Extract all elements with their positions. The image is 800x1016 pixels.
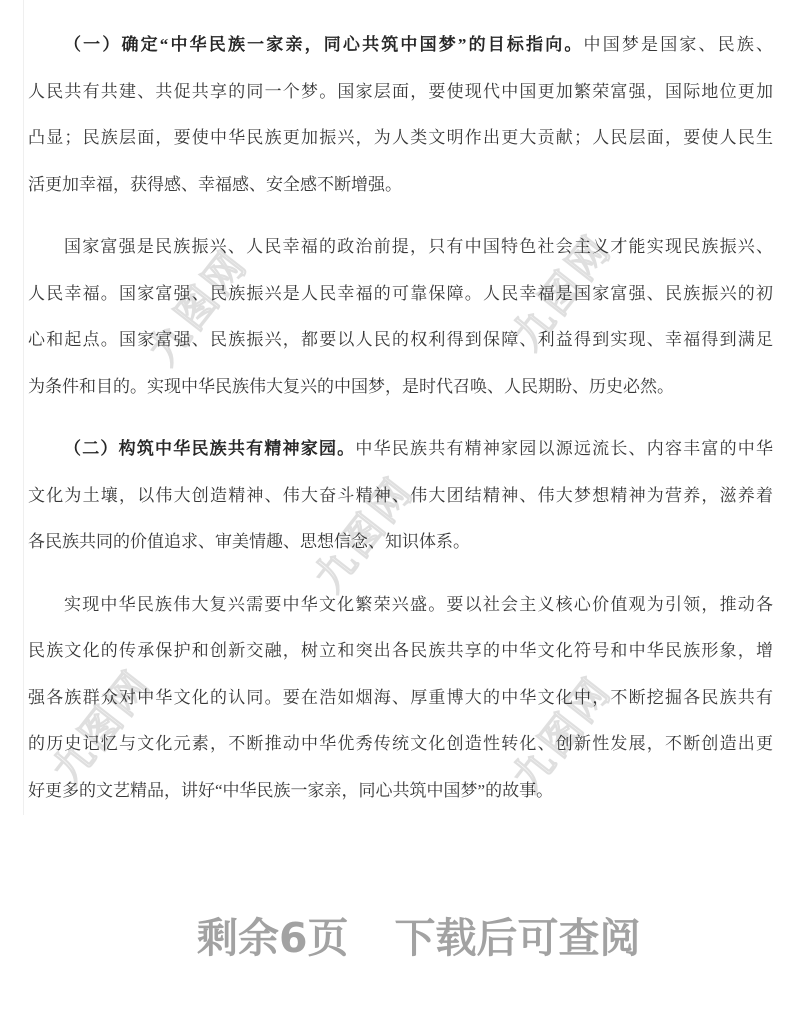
line-text: 人民幸福。国家富强、民族振兴是人民幸福的可靠保障。人民幸福是国家富强、民族振兴的初 xyxy=(28,283,773,303)
line-text: 凸显；民族层面，要使中华民族更加振兴，为人类文明作出更大贡献；人民层面，要使人民生 xyxy=(28,128,773,147)
text-line xyxy=(28,519,773,566)
line-text: 各民族共同的价值追求、审美情趣、思想信念、知识体系。 xyxy=(28,532,470,551)
line-text: 活更加幸福，获得感、幸福感、安全感不断增强。 xyxy=(28,174,402,194)
line-text: 中华民族共有精神家园以源远流长、内容丰富的中华 xyxy=(355,439,773,458)
text-line xyxy=(28,317,773,364)
section-heading: （一）确定“中华民族一家亲，同心共筑中国梦”的目标指向。 xyxy=(64,35,584,54)
text-line xyxy=(28,364,773,411)
line-text: 心和起点。国家富强、民族振兴，都要以人民的权利得到保障、利益得到实现、幸福得到满足 xyxy=(28,330,773,349)
text-line xyxy=(28,115,773,162)
text-line xyxy=(28,768,773,815)
page-edge-line xyxy=(23,0,24,815)
text-line xyxy=(28,69,773,116)
line-text: 中国梦是国家、民族、 xyxy=(583,35,773,54)
line-text: 的历史记忆与文化元素，不断推动中华优秀传统文化创造性转化、创新性发展，不断创造出更 xyxy=(28,734,773,753)
watermark: 九图网 xyxy=(504,667,622,801)
text-line xyxy=(28,675,773,722)
paragraph-cultural-prosperity xyxy=(28,582,773,815)
line-text: 为条件和目的。实现中华民族伟大复兴的中国梦，是时代召唤、人民期盼、历史必然。 xyxy=(28,376,674,396)
text-line xyxy=(28,628,773,675)
line-text: 民族文化的传承保护和创新交融，树立和突出各民族共享的中华文化符号和中华民族形象，增 xyxy=(28,641,773,660)
text-line xyxy=(28,721,773,768)
text-line xyxy=(28,271,773,318)
line-text: 好更多的文艺精品，讲好“中华民族一家亲，同心共筑中国梦”的故事。 xyxy=(28,780,554,800)
text-line xyxy=(28,22,773,69)
text-line xyxy=(28,162,773,209)
document-body xyxy=(28,22,773,830)
line-text: 实现中华民族伟大复兴需要中华文化繁荣兴盛。要以社会主义核心价值观为引领，推动各 xyxy=(64,594,773,614)
watermark: 九图网 xyxy=(44,660,162,794)
watermark: 九图网 xyxy=(504,225,622,359)
line-text: 人民共有共建、共促共享的同一个梦。国家层面，要使现代中国更加繁荣富强，国际地位更加 xyxy=(28,81,773,101)
text-line xyxy=(28,224,773,271)
line-text: 国家富强是民族振兴、人民幸福的政治前提，只有中国特色社会主义才能实现民族振兴、 xyxy=(64,237,773,256)
download-to-view-label: 下载后可查阅 xyxy=(394,914,641,962)
watermark: 九图网 xyxy=(306,467,424,601)
paragraph-goal-orientation xyxy=(28,22,773,208)
remaining-pages-label: 剩余6页 xyxy=(197,914,349,962)
watermark: 九图网 xyxy=(140,240,258,374)
paragraph-national-prosperity xyxy=(28,224,773,410)
text-line xyxy=(28,582,773,629)
text-line xyxy=(28,473,773,520)
section-heading: （二）构筑中华民族共有精神家园。 xyxy=(64,439,356,458)
paragraph-spiritual-home xyxy=(28,426,773,566)
line-text: 强各族群众对中华文化的认同。要在浩如烟海、厚重博大的中华文化中，不断挖掘各民族共有 xyxy=(28,687,773,707)
download-prompt-banner[interactable] xyxy=(197,912,641,964)
text-line xyxy=(28,426,773,473)
line-text: 文化为土壤，以伟大创造精神、伟大奋斗精神、伟大团结精神、伟大梦想精神为营养，滋养着 xyxy=(28,485,773,505)
